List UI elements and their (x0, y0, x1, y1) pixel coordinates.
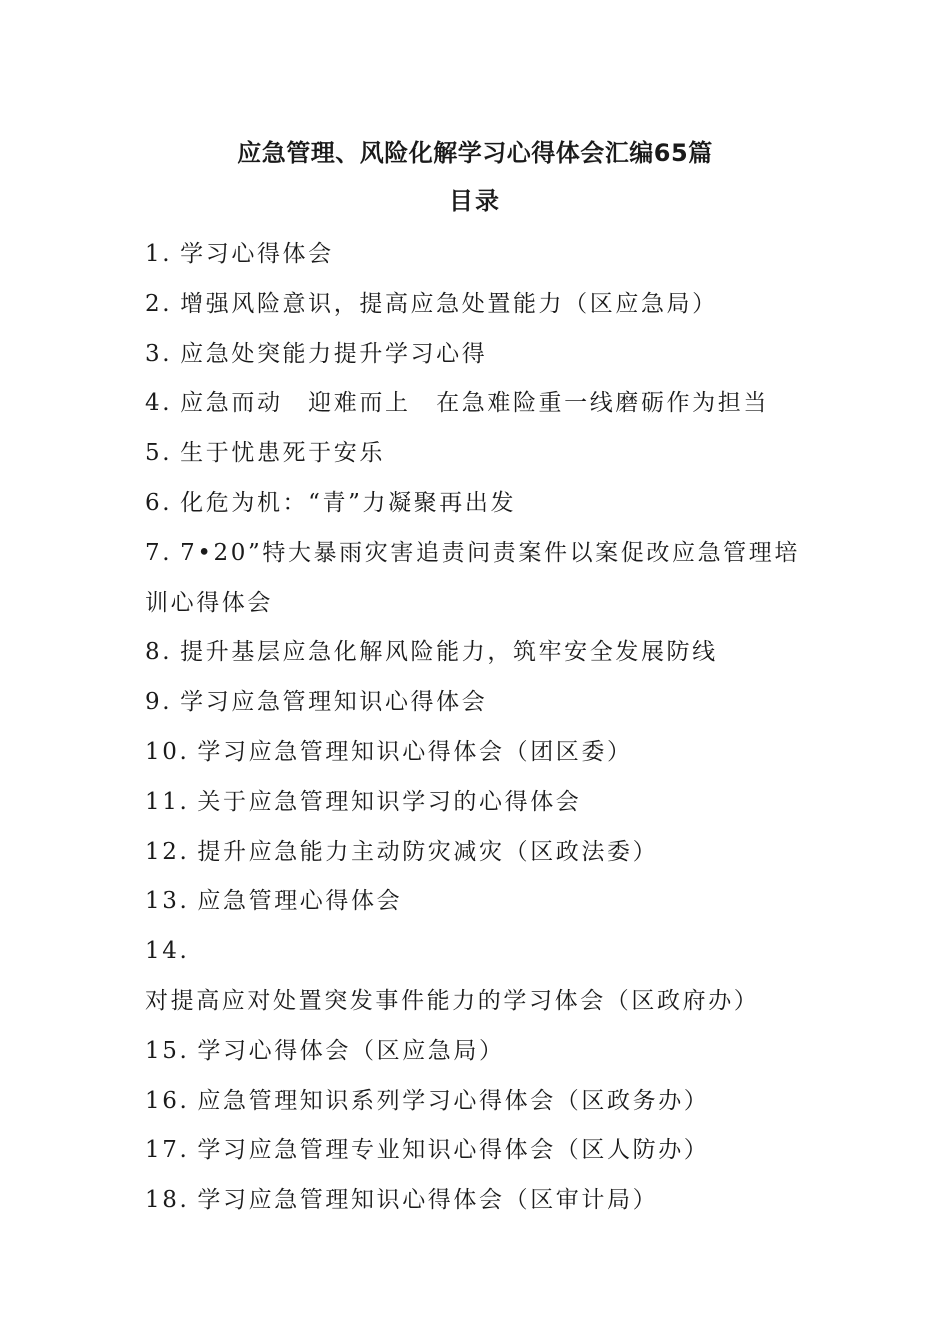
toc-item-text: 学习应急管理知识心得体会 (180, 689, 488, 716)
toc-item-text: 应急处突能力提升学习心得 (180, 340, 488, 367)
toc-item (145, 1027, 810, 1077)
toc-item (145, 1077, 810, 1127)
toc-item-number: 4. (145, 390, 173, 417)
toc-item-text: 7•20”特大暴雨灾害追责问责案件以案促改应急管理培训心得体会 (145, 539, 800, 616)
toc-item-text: 应急而动 迎难而上 在急难险重一线磨砺作为担当 (180, 390, 769, 417)
toc-item-text: 提升基层应急化解风险能力，筑牢安全发展防线 (180, 639, 718, 666)
toc-item (145, 927, 810, 1027)
toc-item (145, 529, 810, 629)
toc-item (145, 877, 810, 927)
toc-item-number: 1. (145, 241, 173, 267)
toc-item-number: 11. (145, 788, 190, 815)
toc-item (145, 379, 810, 429)
toc-item-text: 应急管理知识系列学习心得体会（区政务办） (197, 1087, 710, 1114)
toc-item (145, 1176, 810, 1226)
toc-item (145, 330, 810, 380)
toc-item (145, 728, 810, 778)
toc-item-text: 生于忧患死于安乐 (180, 440, 385, 467)
toc-item-number: 10. (145, 738, 190, 765)
toc-item-number: 7. (145, 539, 173, 566)
toc-item-text: 学习应急管理专业知识心得体会（区人防办） (197, 1137, 710, 1164)
table-of-contents (145, 230, 810, 1226)
toc-item (145, 828, 810, 878)
toc-item-number: 5. (145, 440, 173, 467)
toc-item-number: 18. (145, 1187, 190, 1214)
toc-item-text: 关于应急管理知识学习的心得体会 (197, 788, 582, 815)
toc-item (145, 778, 810, 828)
toc-item-text: 对提高应对处置突发事件能力的学习体会（区政府办） (145, 987, 760, 1014)
toc-item (145, 230, 810, 280)
toc-item (145, 280, 810, 330)
toc-item-text: 学习应急管理知识心得体会（团区委） (197, 738, 633, 765)
toc-item-text: 学习心得体会（区应急局） (197, 1037, 505, 1064)
toc-item-number: 12. (145, 838, 190, 865)
toc-item-number: 17. (145, 1137, 190, 1164)
toc-item-number: 13. (145, 888, 190, 915)
toc-item-number: 3. (145, 340, 173, 367)
toc-item-text: 化危为机：“青”力凝聚再出发 (180, 489, 517, 516)
toc-item-text: 应急管理心得体会 (197, 888, 403, 915)
toc-item-number: 15. (145, 1037, 190, 1064)
toc-item-text: 增强风险意识，提高应急处置能力（区应急局） (180, 290, 718, 317)
toc-item-number: 9. (145, 689, 173, 716)
toc-item-number: 8. (145, 639, 173, 666)
toc-item (145, 479, 810, 529)
toc-item-text: 学习应急管理知识心得体会（区审计局） (197, 1187, 659, 1214)
document-title: 应急管理、风险化解学习心得体会汇编65篇 (237, 139, 713, 167)
toc-item-text: 提升应急能力主动防灾减灾（区政法委） (197, 838, 659, 865)
toc-item-number: 2. (145, 290, 173, 317)
toc-item-text: 学习心得体会 (180, 241, 334, 267)
toc-item (145, 1126, 810, 1176)
toc-item-number: 6. (145, 489, 173, 516)
toc-heading: 目录 (449, 187, 501, 215)
toc-item-number: 16. (145, 1087, 190, 1114)
toc-item (145, 628, 810, 678)
toc-item (145, 429, 810, 479)
toc-item (145, 678, 810, 728)
toc-item-number: 14. (145, 938, 190, 965)
